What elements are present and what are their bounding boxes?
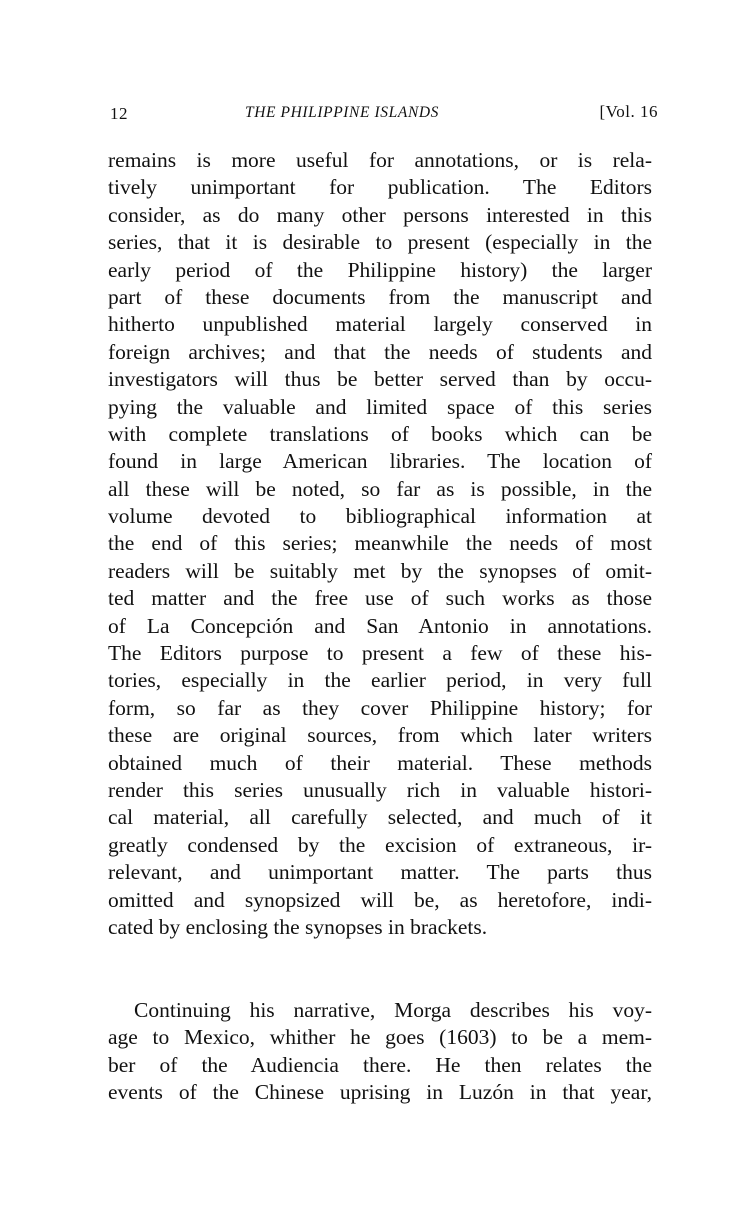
text-line: early period of the Philippine history) the larger (108, 257, 652, 282)
text-line: tories, especially in the earlier period, in very full (108, 668, 652, 693)
text-line: age to Mexico, whither he goes (1603) to be a mem- (108, 1025, 652, 1050)
text-line: foreign archives; and that the needs of students and (108, 339, 652, 364)
text-line: omitted and synopsized will be, as heretofore, indi- (108, 887, 652, 912)
text-line: relevant, and unimportant matter. The parts thus (108, 860, 652, 885)
running-title: THE PHILIPPINE ISLANDS (245, 104, 440, 121)
text-line: of La Concepción and San Antonio in annotations. (108, 613, 652, 638)
text-line: ted matter and the free use of such works as those (108, 586, 652, 611)
text-line: tively unimportant for publication. The Editors (108, 175, 652, 200)
paragraph-editorial-note (108, 147, 652, 941)
text-line: volume devoted to bibliographical information at (108, 504, 652, 529)
text-line: remains is more useful for annotations, or is rela- (108, 148, 652, 172)
page-header (110, 100, 658, 130)
text-line: ber of the Audiencia there. He then relates the (108, 1052, 652, 1077)
text-line: The Editors purpose to present a few of these his- (108, 641, 652, 666)
text-line: hitherto unpublished material largely conserved in (108, 312, 652, 337)
text-line: all these will be noted, so far as is possible, in the (108, 476, 652, 501)
text-line: form, so far as they cover Philippine history; for (108, 695, 652, 720)
text-line: render this series unusually rich in valuable histori- (108, 777, 652, 802)
text-line: cal material, all carefully selected, and much of it (108, 805, 652, 830)
text-line: obtained much of their material. These methods (108, 750, 652, 775)
text-line: readers will be suitably met by the synopses of omit- (108, 558, 652, 583)
text-line: part of these documents from the manuscript and (108, 284, 652, 309)
text-line: Continuing his narrative, Morga describes his voy- (134, 998, 652, 1022)
text-line: investigators will thus be better served than by occu- (108, 367, 652, 392)
text-line: events of the Chinese uprising in Luzón in that year, (108, 1080, 652, 1105)
text-line: consider, as do many other persons interested in this (108, 202, 652, 227)
text-line: with complete translations of books which can be (108, 421, 652, 446)
text-line: cated by enclosing the synopses in brackets. (108, 914, 488, 939)
text-line: series, that it is desirable to present (especially in the (108, 230, 652, 255)
page-number: 12 (110, 104, 128, 123)
text-line: greatly condensed by the excision of extraneous, ir- (108, 832, 652, 857)
text-line: found in large American libraries. The location of (108, 449, 652, 474)
text-line: pying the valuable and limited space of this series (108, 394, 652, 419)
text-line: these are original sources, from which later writers (108, 723, 652, 748)
volume-label: [Vol. 16 (599, 102, 658, 121)
text-line: the end of this series; meanwhile the needs of most (108, 531, 652, 556)
paragraph-narrative (108, 997, 652, 1107)
